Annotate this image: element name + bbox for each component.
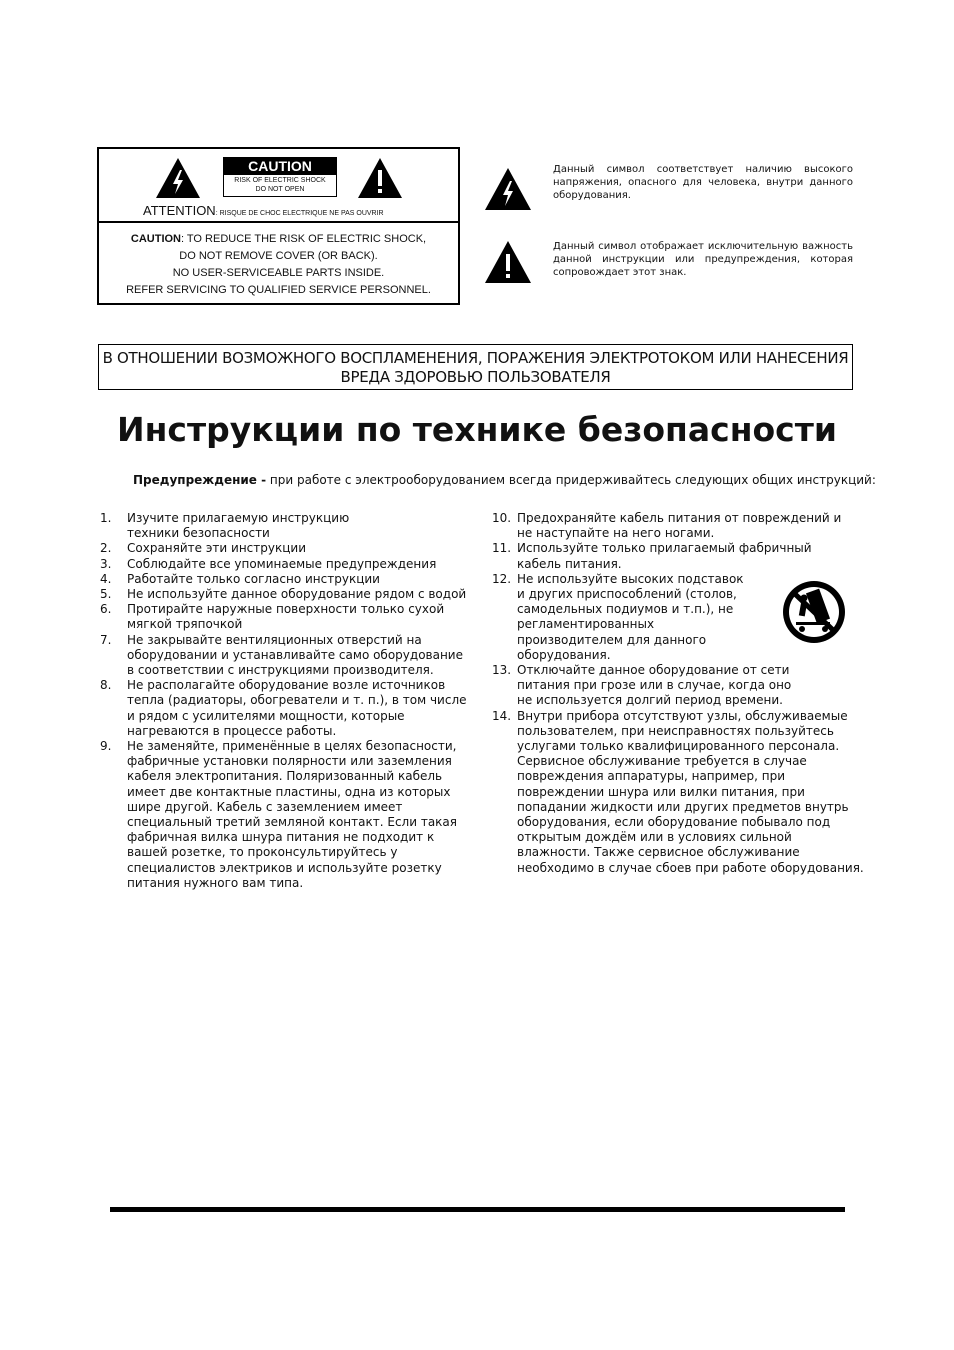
list-item (100, 739, 467, 891)
attention-line (143, 202, 463, 220)
item-number: 3. (100, 556, 112, 571)
item-text: Соблюдайте все упоминаемые предупреждения (127, 556, 437, 571)
item-text: Сохраняйте эти инструкции (127, 541, 306, 556)
list-item (100, 633, 467, 679)
list-item (100, 541, 470, 556)
item-text: Используйте только прилагаемый фабричный кабель питания. (517, 541, 812, 571)
caution-box (97, 147, 460, 305)
lightning-warning-icon (484, 167, 532, 211)
risk-line-2: DO NOT OPEN (255, 186, 305, 193)
list-item (100, 511, 387, 541)
caution-top-panel (99, 149, 458, 223)
list-item (100, 678, 467, 739)
item-number: 1. (100, 511, 112, 525)
hazard-heading-box (98, 344, 853, 390)
list-item (100, 587, 470, 602)
item-number: 6. (100, 602, 112, 617)
lightning-warning-icon (155, 157, 201, 199)
list-item (492, 511, 857, 541)
item-number: 5. (100, 587, 112, 602)
hazard-heading-line-2: ВРЕДА ЗДОРОВЬЮ ПОЛЬЗОВАТЕЛЯ (340, 368, 611, 386)
item-text: Не заменяйте, применённые в целях безопасности, фабричные установки полярности или заземления кабеля электропитания. Поляризованный кабель имеет две контактные пластины, одна из которых шире другой. Кабель с заземлением имеет специальный третий земляной контакт. Если такая фабричная вилка шнура питания не подходит к вашей розетке, то проконсультируйтесь у специалистов электриков и используйте розетку питания нужного вам типа. (127, 739, 457, 890)
item-number: 4. (100, 571, 112, 586)
item-text: Не располагайте оборудование возле источников тепла (радиаторы, обогреватели и т. п.), в том числе и рядом с усилителями мощности, которые нагреваются в процессе работы. (127, 678, 467, 738)
item-text: Внутри прибора отсутствуют узлы, обслуживаемые пользователем, при неисправностях пользуйтесь услугами только квалифицированного персонала. Сервисное обслуживание требуется в случае повреждения аппаратуры, например, при повреждении шнура или вилки питания, при попадании жидкости или других предметов внутрь оборудования, если оборудование побывало под открытым дождём или в условиях сильной влажности. Также сервисное обслуживание необходимо в случае сбоев при работе оборудования. (517, 708, 864, 875)
list-item (100, 572, 470, 587)
page-title: Инструкции по технике безопасности (117, 410, 837, 449)
symbol-explanation-1: Данный символ соответствует наличию высокого напряжения, опасного для человека, внутри данного оборудования. (553, 164, 853, 201)
caution-line-1 (99, 231, 458, 248)
item-text: Не закрывайте вентиляционных отверстий на оборудовании и устанавливайте само оборудование в соответствии с инструкциями производителя. (127, 632, 463, 678)
item-number: 14. (492, 708, 512, 723)
caution-line-4: REFER SERVICING TO QUALIFIED SERVICE PERSONNEL. (126, 284, 431, 296)
item-number: 11. (492, 541, 512, 556)
caution-line-3: NO USER-SERVICEABLE PARTS INSIDE. (172, 267, 385, 279)
list-item (100, 602, 467, 632)
list-item (492, 572, 752, 663)
item-number: 10. (492, 511, 512, 525)
list-item (100, 557, 470, 572)
bottom-divider (110, 1207, 845, 1212)
hazard-heading-line-1: В ОТНОШЕНИИ ВОЗМОЖНОГО ВОСПЛАМЕНЕНИЯ, ПОРАЖЕНИЯ ЭЛЕКТРОТОКОМ ИЛИ НАНЕСЕНИЯ (102, 349, 849, 367)
exclamation-warning-icon (484, 240, 532, 284)
caution-title: CAUTION (224, 158, 336, 175)
warning-label: Предупреждение - (133, 473, 267, 487)
caution-label (223, 157, 337, 197)
item-number: 13. (492, 663, 512, 678)
caution-instructions (99, 231, 458, 299)
no-cart-tipping-icon (778, 578, 850, 650)
symbol-explanation-2: Данный символ отображает исключительную важность данной инструкции или предупреждения, которая сопровождает этот знак. (553, 241, 853, 278)
list-item (492, 709, 867, 876)
instructions-left-column (100, 511, 470, 891)
item-text: Отключайте данное оборудование от сети питания при грозе или в случае, когда оно не используется долгий период времени. (517, 663, 792, 708)
risk-line-1: RISK OF ELECTRIC SHOCK (234, 177, 326, 184)
item-text: Не используйте данное оборудование рядом с водой (127, 587, 467, 602)
item-text: Не используйте высоких подставок и других приспособлений (столов, самодельных подиумов и т.п.), не регламентированных производителем для данного оборудования. (517, 571, 744, 662)
item-number: 2. (100, 541, 112, 556)
warning-line (133, 472, 893, 488)
item-number: 8. (100, 678, 112, 693)
warning-text: при работе с электрооборудованием всегда придерживайтесь следующих общих инструкций: (266, 473, 876, 487)
item-number: 7. (100, 632, 112, 647)
caution-prefix: CAUTION (130, 233, 181, 245)
item-text: Предохраняйте кабель питания от повреждений и не наступайте на него ногами. (517, 511, 842, 541)
attention-word: ATTENTION (143, 203, 216, 218)
item-text: Изучите прилагаемую инструкцию техники безопасности (127, 511, 350, 541)
caution-line-2: DO NOT REMOVE COVER (OR BACK). (179, 250, 378, 262)
attention-french-text: : RISQUE DE CHOC ELECTRIQUE NE PAS OUVRIR (215, 210, 384, 217)
item-number: 9. (100, 739, 112, 754)
list-item (492, 541, 857, 571)
item-text: Работайте только согласно инструкции (127, 571, 380, 586)
caution-risk-text (224, 175, 336, 194)
instructions-right-column (492, 511, 862, 876)
item-number: 12. (492, 571, 512, 586)
caution-line-1-text: : TO REDUCE THE RISK OF ELECTRIC SHOCK, (181, 233, 427, 245)
exclamation-warning-icon (357, 157, 403, 199)
item-text: Протирайте наружные поверхности только сухой мягкой тряпочкой (127, 602, 445, 632)
list-item (492, 663, 802, 709)
